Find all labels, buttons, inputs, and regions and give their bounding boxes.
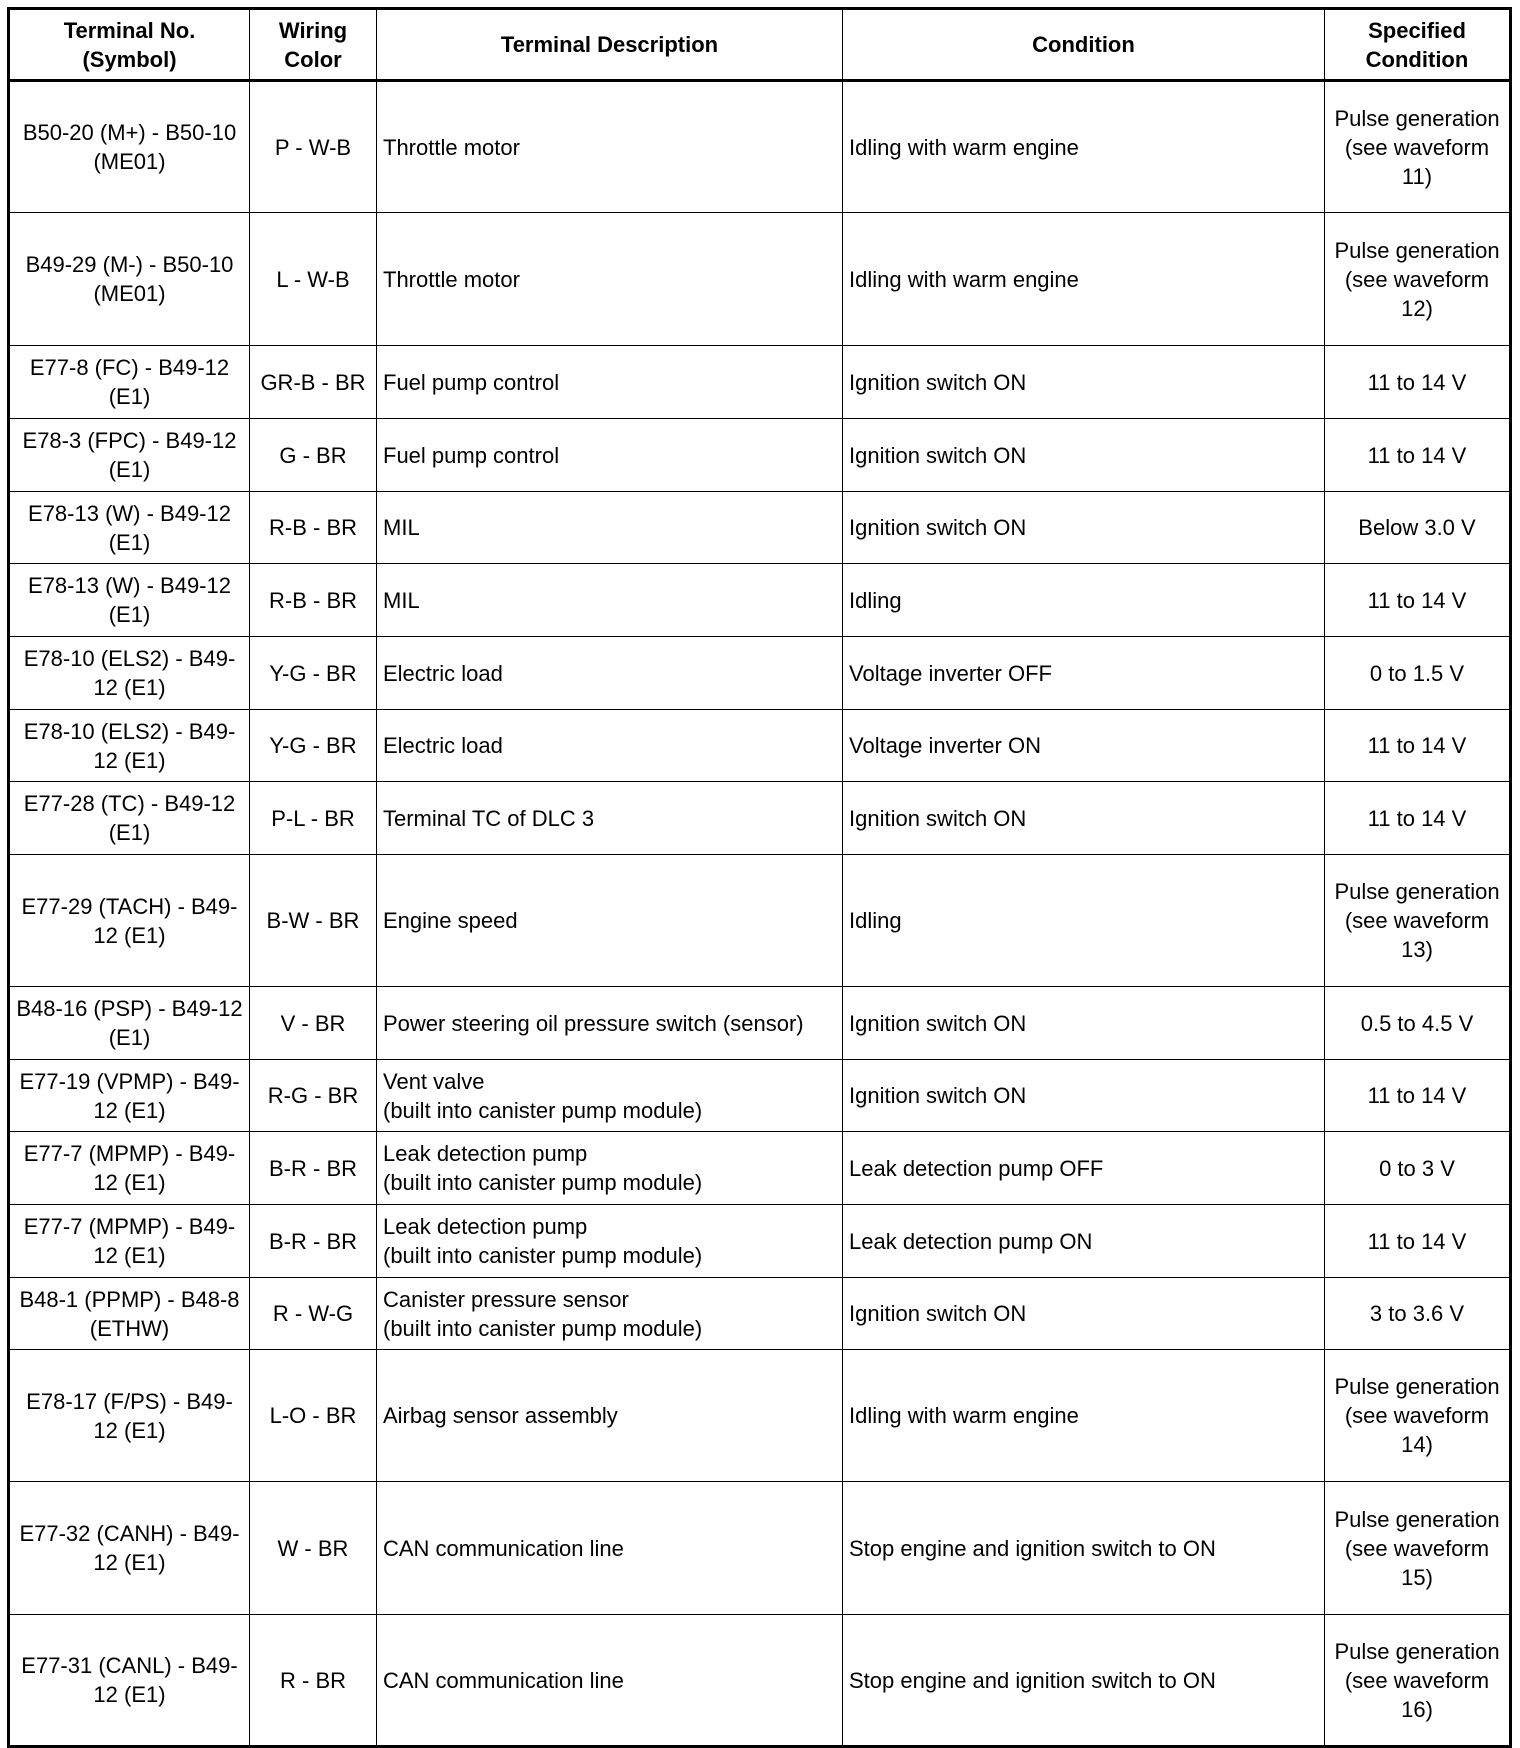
cell-wiring-color: B-R - BR [250,1205,377,1278]
cell-condition: Leak detection pump ON [843,1205,1325,1278]
cell-terminal: E77-7 (MPMP) - B49-12 (E1) [9,1132,250,1205]
cell-wiring-color: R-G - BR [250,1060,377,1132]
cell-terminal: E77-8 (FC) - B49-12 (E1) [9,346,250,419]
table-row [9,637,1511,710]
cell-wiring-color: B-W - BR [250,855,377,987]
cell-wiring-color: R - BR [250,1615,377,1747]
cell-terminal: B49-29 (M-) - B50-10 (ME01) [9,213,250,346]
table-row [9,710,1511,782]
table-row [9,1060,1511,1132]
cell-wiring-color: P-L - BR [250,782,377,855]
cell-wiring-color: Y-G - BR [250,710,377,782]
cell-description: Power steering oil pressure switch (sensor) [377,987,843,1060]
table-row [9,782,1511,855]
cell-terminal: E77-19 (VPMP) - B49-12 (E1) [9,1060,250,1132]
cell-terminal: E77-32 (CANH) - B49-12 (E1) [9,1482,250,1615]
cell-wiring-color: Y-G - BR [250,637,377,710]
cell-condition: Ignition switch ON [843,1060,1325,1132]
cell-specified: 11 to 14 V [1325,564,1511,637]
cell-wiring-color: R-B - BR [250,492,377,564]
cell-condition: Idling with warm engine [843,213,1325,346]
cell-description: CAN communication line [377,1482,843,1615]
cell-terminal: E78-10 (ELS2) - B49-12 (E1) [9,637,250,710]
cell-specified: 11 to 14 V [1325,346,1511,419]
cell-wiring-color: W - BR [250,1482,377,1615]
cell-terminal: E78-13 (W) - B49-12 (E1) [9,564,250,637]
cell-condition: Ignition switch ON [843,987,1325,1060]
cell-condition: Ignition switch ON [843,1278,1325,1350]
cell-condition: Voltage inverter ON [843,710,1325,782]
cell-wiring-color: R - W-G [250,1278,377,1350]
cell-condition: Stop engine and ignition switch to ON [843,1482,1325,1615]
cell-description: MIL [377,564,843,637]
cell-condition: Idling with warm engine [843,1350,1325,1482]
cell-condition: Leak detection pump OFF [843,1132,1325,1205]
cell-specified: Pulse generation (see waveform 11) [1325,81,1511,213]
cell-specified: Pulse generation (see waveform 13) [1325,855,1511,987]
table-row [9,213,1511,346]
cell-description: Leak detection pump (built into canister pump module) [377,1205,843,1278]
cell-specified: Below 3.0 V [1325,492,1511,564]
cell-description: Terminal TC of DLC 3 [377,782,843,855]
terminal-table [7,7,1512,1748]
cell-wiring-color: GR-B - BR [250,346,377,419]
cell-condition: Ignition switch ON [843,346,1325,419]
cell-specified: Pulse generation (see waveform 16) [1325,1615,1511,1747]
cell-specified: Pulse generation (see waveform 14) [1325,1350,1511,1482]
cell-specified: 0 to 3 V [1325,1132,1511,1205]
cell-description: Vent valve (built into canister pump module) [377,1060,843,1132]
cell-description: Canister pressure sensor (built into canister pump module) [377,1278,843,1350]
cell-wiring-color: P - W-B [250,81,377,213]
cell-condition: Ignition switch ON [843,782,1325,855]
cell-specified: 0.5 to 4.5 V [1325,987,1511,1060]
cell-terminal: E77-28 (TC) - B49-12 (E1) [9,782,250,855]
cell-condition: Ignition switch ON [843,492,1325,564]
cell-condition: Voltage inverter OFF [843,637,1325,710]
table-row [9,492,1511,564]
cell-description: Leak detection pump (built into canister pump module) [377,1132,843,1205]
table-row [9,1482,1511,1615]
table-row [9,1615,1511,1747]
cell-wiring-color: L - W-B [250,213,377,346]
cell-specified: Pulse generation (see waveform 15) [1325,1482,1511,1615]
table-row [9,346,1511,419]
header-description: Terminal Description [377,9,843,81]
cell-description: Engine speed [377,855,843,987]
cell-specified: Pulse generation (see waveform 12) [1325,213,1511,346]
cell-wiring-color: R-B - BR [250,564,377,637]
cell-terminal: E77-7 (MPMP) - B49-12 (E1) [9,1205,250,1278]
cell-terminal: B48-1 (PPMP) - B48-8 (ETHW) [9,1278,250,1350]
cell-specified: 11 to 14 V [1325,1205,1511,1278]
header-condition: Condition [843,9,1325,81]
cell-description: MIL [377,492,843,564]
cell-terminal: E78-17 (F/PS) - B49-12 (E1) [9,1350,250,1482]
cell-condition: Idling [843,855,1325,987]
table-row [9,1278,1511,1350]
cell-condition: Idling with warm engine [843,81,1325,213]
cell-description: Airbag sensor assembly [377,1350,843,1482]
cell-terminal: E78-10 (ELS2) - B49-12 (E1) [9,710,250,782]
table-row [9,564,1511,637]
table-row [9,1132,1511,1205]
cell-description: Throttle motor [377,81,843,213]
cell-description: Throttle motor [377,213,843,346]
table-row [9,855,1511,987]
cell-description: CAN communication line [377,1615,843,1747]
cell-terminal: B50-20 (M+) - B50-10 (ME01) [9,81,250,213]
cell-specified: 11 to 14 V [1325,710,1511,782]
cell-condition: Stop engine and ignition switch to ON [843,1615,1325,1747]
cell-wiring-color: G - BR [250,419,377,492]
cell-specified: 11 to 14 V [1325,782,1511,855]
cell-specified: 0 to 1.5 V [1325,637,1511,710]
header-wiring-color: Wiring Color [250,9,377,81]
cell-description: Fuel pump control [377,346,843,419]
header-row [9,9,1511,81]
header-terminal: Terminal No. (Symbol) [9,9,250,81]
cell-wiring-color: V - BR [250,987,377,1060]
table-row [9,1350,1511,1482]
cell-terminal: E78-13 (W) - B49-12 (E1) [9,492,250,564]
cell-specified: 3 to 3.6 V [1325,1278,1511,1350]
cell-condition: Ignition switch ON [843,419,1325,492]
cell-wiring-color: B-R - BR [250,1132,377,1205]
cell-specified: 11 to 14 V [1325,419,1511,492]
cell-specified: 11 to 14 V [1325,1060,1511,1132]
cell-description: Electric load [377,710,843,782]
table-row [9,81,1511,213]
table-row [9,1205,1511,1278]
cell-condition: Idling [843,564,1325,637]
table-row [9,419,1511,492]
cell-description: Fuel pump control [377,419,843,492]
cell-terminal: B48-16 (PSP) - B49-12 (E1) [9,987,250,1060]
cell-description: Electric load [377,637,843,710]
cell-terminal: E78-3 (FPC) - B49-12 (E1) [9,419,250,492]
cell-terminal: E77-29 (TACH) - B49-12 (E1) [9,855,250,987]
cell-wiring-color: L-O - BR [250,1350,377,1482]
header-specified: Specified Condition [1325,9,1511,81]
cell-terminal: E77-31 (CANL) - B49-12 (E1) [9,1615,250,1747]
table-row [9,987,1511,1060]
